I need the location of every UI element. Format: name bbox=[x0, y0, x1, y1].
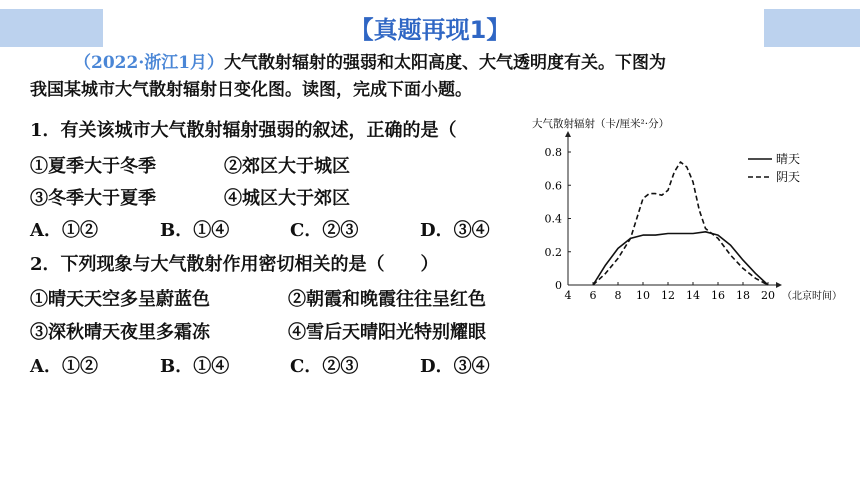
q1-option-1: ①夏季大于冬季 bbox=[30, 156, 156, 177]
q2-option-2: ②朝霞和晚霞往往呈红色 bbox=[288, 289, 486, 310]
q1-option-3: ③冬季大于夏季 bbox=[30, 188, 156, 209]
intro-text-line1: 大气散射辐射的强弱和太阳高度、大气透明度有关。下图为 bbox=[224, 53, 667, 73]
question-source: （2022·浙江1月） bbox=[74, 53, 225, 73]
intro-text-line2: 我国某城市大气散射辐射日变化图。读图，完成下面小题。 bbox=[30, 80, 472, 100]
chart-svg bbox=[520, 115, 842, 310]
y-axis-arrow bbox=[565, 131, 571, 137]
diffuse-radiation-chart bbox=[520, 115, 842, 310]
x-tick-label: 12 bbox=[661, 289, 675, 302]
x-tick-label: 4 bbox=[564, 289, 572, 302]
q1-option-4: ④城区大于郊区 bbox=[224, 188, 350, 209]
chart-axes bbox=[565, 131, 782, 288]
q2-stem: 2．下列现象与大气散射作用密切相关的是（ ） bbox=[30, 254, 439, 275]
q2-option-3: ③深秋晴天夜里多霜冻 bbox=[30, 322, 210, 343]
q2-options-row1 bbox=[30, 285, 486, 311]
q1-option-2: ②郊区大于城区 bbox=[224, 156, 350, 177]
x-tick-label: 16 bbox=[711, 289, 725, 302]
q2-choice-c[interactable]: C．②③ bbox=[290, 356, 359, 377]
q2-option-1: ①晴天天空多呈蔚蓝色 bbox=[30, 289, 210, 310]
legend-label: 阴天 bbox=[776, 170, 801, 184]
q2-choice-d[interactable]: D．③④ bbox=[420, 356, 490, 377]
chart-legend bbox=[748, 151, 800, 184]
q1-options-row2 bbox=[30, 184, 350, 210]
series-line-overcast bbox=[593, 162, 768, 285]
q1-choice-a[interactable]: A．①② bbox=[30, 220, 98, 241]
chart-ticks bbox=[545, 146, 776, 302]
page-title: 【真题再现1】 bbox=[349, 16, 511, 44]
y-tick-label: 0.4 bbox=[544, 212, 562, 226]
q1-stem: 1．有关该城市大气散射辐射强弱的叙述，正确的是（ bbox=[30, 120, 457, 141]
y-tick-label: 0.6 bbox=[544, 179, 562, 193]
q1-choice-c[interactable]: C．②③ bbox=[290, 220, 359, 241]
q2-choices bbox=[30, 352, 490, 378]
q2-choice-a[interactable]: A．①② bbox=[30, 356, 98, 377]
x-tick-label: 8 bbox=[614, 289, 622, 302]
y-tick-label: 0.2 bbox=[544, 245, 562, 259]
q1-choice-d[interactable]: D．③④ bbox=[420, 220, 490, 241]
x-axis-arrow bbox=[776, 282, 782, 288]
x-tick-label: 14 bbox=[686, 289, 700, 302]
y-tick-label: 0.8 bbox=[544, 146, 562, 159]
y-tick-label: 0 bbox=[555, 279, 562, 292]
series-line-sunny bbox=[593, 232, 768, 285]
q1-choices bbox=[30, 216, 490, 242]
x-axis-label: （北京时间） bbox=[782, 291, 842, 302]
x-tick-label: 10 bbox=[636, 289, 650, 302]
question-intro bbox=[30, 50, 830, 104]
x-tick-label: 20 bbox=[761, 289, 775, 302]
q2-options-row2 bbox=[30, 318, 486, 344]
legend-label: 晴天 bbox=[776, 152, 801, 166]
q2-option-4: ④雪后天晴阳光特别耀眼 bbox=[288, 322, 486, 343]
chart-series bbox=[593, 162, 768, 285]
q1-choice-b[interactable]: B．①④ bbox=[160, 220, 230, 241]
q2-choice-b[interactable]: B．①④ bbox=[160, 356, 230, 377]
x-tick-label: 18 bbox=[736, 289, 750, 302]
q1-options-row1 bbox=[30, 152, 350, 178]
x-tick-label: 6 bbox=[589, 289, 597, 302]
y-axis-label: 大气散射辐射（卡/厘米²·分） bbox=[532, 118, 670, 130]
